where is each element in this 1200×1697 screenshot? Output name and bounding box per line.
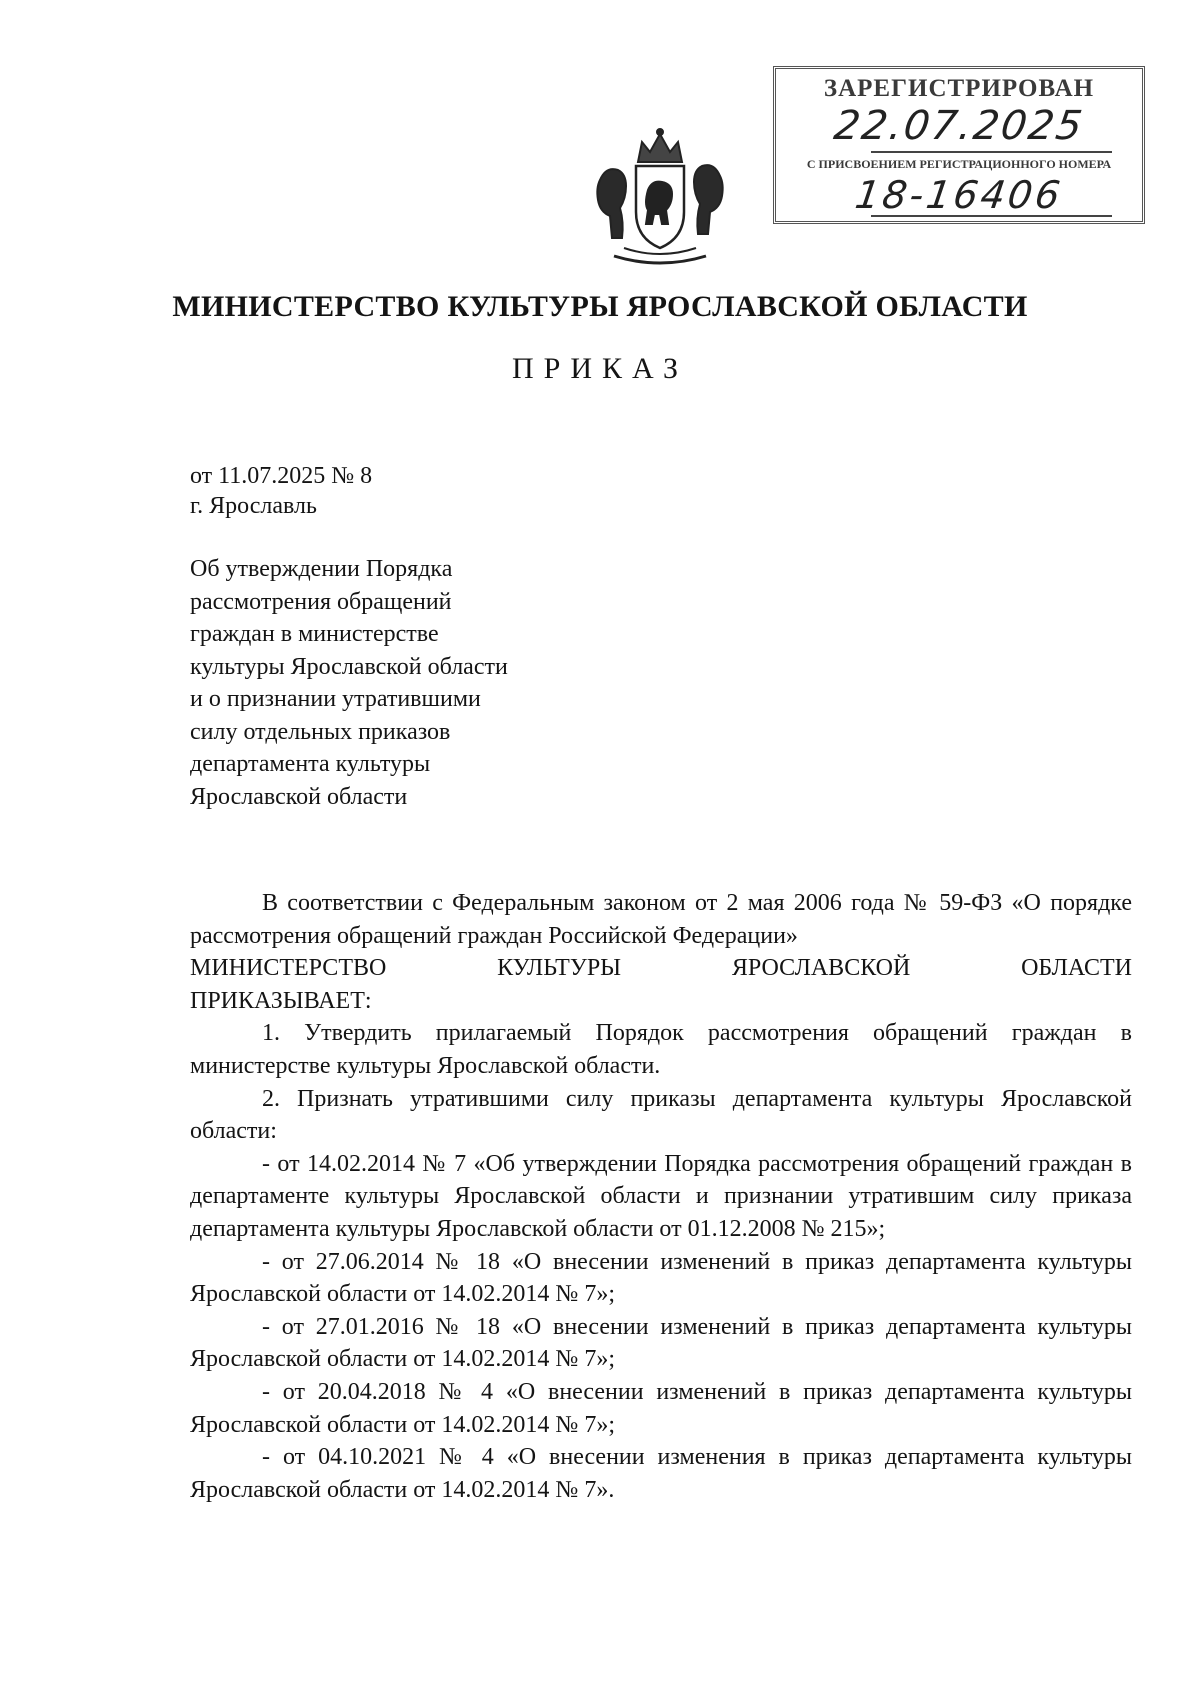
order-city: г. Ярославль [190, 493, 317, 519]
subject-line: и о признании утратившими [190, 686, 481, 712]
item-2: 2. Признать утратившими силу приказы департамента культуры Ярославской области: [190, 1085, 1132, 1145]
stamp-underline [871, 151, 1112, 153]
ministry-name: МИНИСТЕРСТВО КУЛЬТУРЫ ЯРОСЛАВСКОЙ ОБЛАСТИ [172, 290, 1028, 323]
stamp-underline [871, 215, 1112, 217]
stamp-number: 18-16406 [852, 173, 1066, 217]
revoked-order-item: - от 04.10.2021 № 4 «О внесении изменения в приказ департамента культуры Ярославской области от 14.02.2014 № 7». [190, 1444, 1132, 1503]
coat-of-arms-icon [580, 120, 740, 270]
order-subject [190, 553, 508, 813]
document-type: ПРИКАЗ [512, 352, 688, 385]
revoked-order-item: - от 27.01.2016 № 18 «О внесении изменений в приказ департамента культуры Ярославской области от 14.02.2014 № 7»; [190, 1313, 1132, 1373]
order-date-number: от 11.07.2025 № 8 [190, 463, 373, 489]
revoked-order-item: - от 20.04.2018 № 4 «О внесении изменений в приказ департамента культуры Ярославской области от 14.02.2014 № 7»; [190, 1378, 1132, 1438]
stamp-date: 22.07.2025 [831, 103, 1087, 149]
order-body [190, 887, 1132, 1506]
item-1: 1. Утвердить прилагаемый Порядок рассмотрения обращений граждан в министерстве культуры Ярославской области. [190, 1020, 1132, 1079]
ministry-orders-line: МИНИСТЕРСТВО КУЛЬТУРЫ ЯРОСЛАВСКОЙ ОБЛАСТИ [190, 955, 1132, 982]
revoked-order-item: - от 27.06.2014 № 18 «О внесении изменений в приказ департамента культуры Ярославской области от 14.02.2014 № 7»; [190, 1248, 1132, 1308]
stamp-title: ЗАРЕГИСТРИРОВАН [823, 75, 1095, 102]
subject-line: Об утверждении Порядка [190, 556, 453, 582]
orders-verb: ПРИКАЗЫВАЕТ: [190, 987, 372, 1014]
stamp-subtitle: С ПРИСВОЕНИЕМ РЕГИСТРАЦИОННОГО НОМЕРА [806, 157, 1112, 171]
preamble-paragraph: В соответствии с Федеральным законом от 2 мая 2006 года № 59-ФЗ «О порядке рассмотрения обращений граждан Российской Федерации» [190, 890, 1132, 949]
subject-line: рассмотрения обращений [190, 588, 452, 615]
subject-line: граждан в министерстве [190, 621, 439, 647]
registration-stamp [773, 66, 1145, 224]
subject-line: силу отдельных приказов [190, 718, 451, 745]
subject-line: Ярославской области [190, 783, 408, 810]
revoked-order-item: - от 14.02.2014 № 7 «Об утверждении Порядка рассмотрения обращений граждан в департаменте культуры Ярославской области и признании утратившим силу приказа департамента культуры Ярославской области от 01.12.2008 № 215»; [190, 1150, 1132, 1242]
subject-line: культуры Ярославской области [190, 653, 508, 680]
subject-line: департамента культуры [190, 751, 431, 777]
